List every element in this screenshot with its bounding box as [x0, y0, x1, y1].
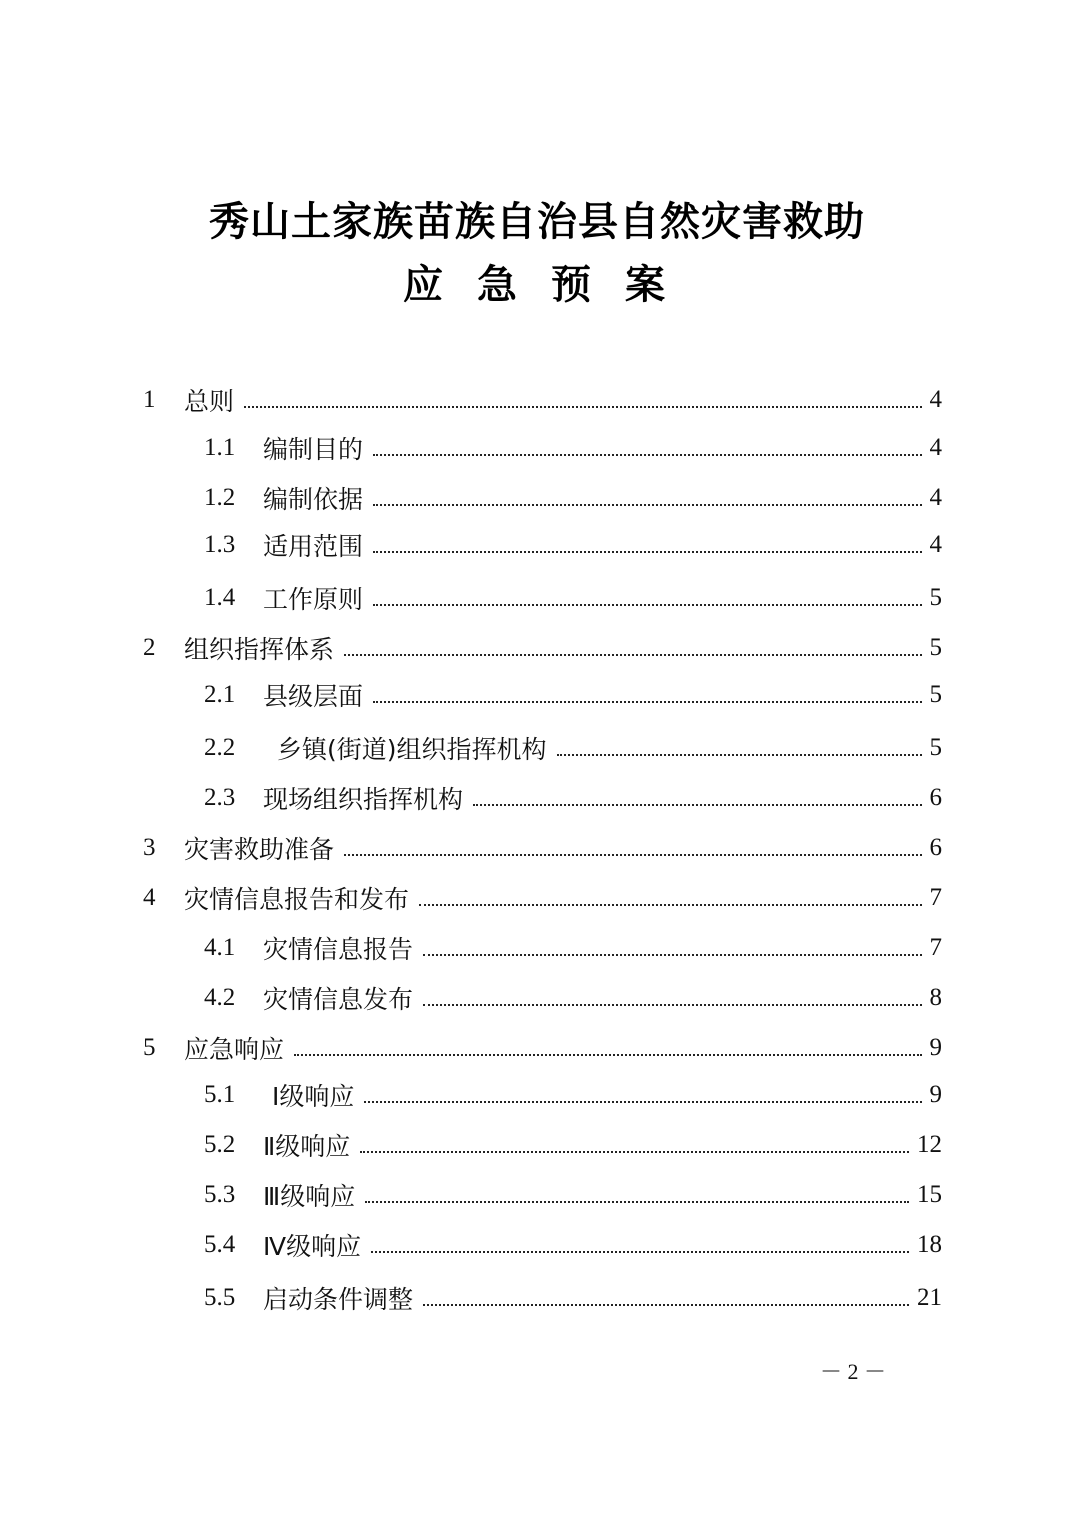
- toc-leader-dots: [373, 584, 921, 606]
- toc-entry[interactable]: [204, 428, 942, 468]
- toc-entry-title: 编制目的: [263, 435, 364, 464]
- toc-entry-page: 7: [929, 934, 942, 961]
- toc-entry-page: 5: [929, 681, 942, 708]
- toc-entry-number: 5.3: [204, 1181, 236, 1208]
- toc-entry-title: 工作原则: [263, 585, 364, 614]
- toc-entry[interactable]: [204, 675, 942, 715]
- toc-entry-page: 9: [929, 1081, 942, 1108]
- toc-leader-dots: [344, 634, 921, 656]
- toc-entry-page: 18: [917, 1231, 942, 1258]
- document-subtitle: 应急预案: [403, 261, 699, 308]
- toc-leader-dots: [419, 884, 921, 906]
- toc-leader-dots: [473, 784, 921, 806]
- toc-leader-dots: [423, 1284, 909, 1306]
- toc-entry[interactable]: [143, 828, 942, 868]
- toc-entry-page: 6: [929, 784, 942, 811]
- toc-entry-page: 9: [929, 1034, 942, 1061]
- toc-entry[interactable]: [143, 1028, 942, 1068]
- toc-entry[interactable]: [143, 380, 942, 420]
- toc-entry-title: 适用范围: [263, 532, 364, 561]
- toc-entry-page: 4: [929, 531, 942, 558]
- toc-leader-dots: [364, 1081, 921, 1103]
- toc-leader-dots: [423, 984, 921, 1006]
- toc-entry[interactable]: [204, 525, 942, 565]
- toc-entry[interactable]: [143, 878, 942, 918]
- toc-entry-title: 应急响应: [184, 1035, 285, 1064]
- toc-entry-page: 8: [929, 984, 942, 1011]
- toc-entry-title: 启动条件调整: [263, 1285, 414, 1314]
- toc-entry-title: Ⅱ级响应: [263, 1132, 351, 1161]
- toc-leader-dots: [373, 531, 921, 553]
- toc-entry-page: 5: [929, 734, 942, 761]
- toc-entry-number: 2: [143, 634, 156, 661]
- toc-entry-title: 编制依据: [263, 485, 364, 514]
- toc-leader-dots: [344, 834, 921, 856]
- toc-entry-number: 4: [143, 884, 156, 911]
- toc-entry[interactable]: [204, 1175, 942, 1215]
- toc-entry-title: 组织指挥体系: [184, 635, 335, 664]
- toc-entry-title: Ⅰ级响应: [272, 1082, 355, 1111]
- toc-entry-number: 5.2: [204, 1131, 236, 1158]
- toc-entry-page: 12: [917, 1131, 942, 1158]
- toc-entry-page: 4: [929, 434, 942, 461]
- toc-entry[interactable]: [204, 578, 942, 618]
- toc-entry-number: 4.1: [204, 934, 236, 961]
- toc-entry-title: Ⅲ级响应: [263, 1182, 356, 1211]
- toc-entry-page: 4: [929, 484, 942, 511]
- toc-entry[interactable]: [204, 1278, 942, 1318]
- toc-entry-number: 5.1: [204, 1081, 236, 1108]
- toc-entry-number: 1: [143, 386, 156, 413]
- toc-entry-number: 1.1: [204, 434, 236, 461]
- toc-entry-page: 21: [917, 1284, 942, 1311]
- toc-entry-page: 5: [929, 584, 942, 611]
- toc-leader-dots: [371, 1231, 909, 1253]
- document-title: 秀山土家族苗族自治县自然灾害救助: [209, 198, 865, 245]
- toc-leader-dots: [244, 386, 921, 408]
- toc-leader-dots: [557, 734, 922, 756]
- toc-entry[interactable]: [143, 628, 942, 668]
- toc-leader-dots: [373, 484, 921, 506]
- toc-leader-dots: [373, 434, 921, 456]
- toc-entry-number: 3: [143, 834, 156, 861]
- page-number: － 2 －: [820, 1359, 887, 1384]
- toc-entry-page: 15: [917, 1181, 942, 1208]
- toc-entry-number: 5.5: [204, 1284, 236, 1311]
- toc-entry[interactable]: [204, 1075, 942, 1115]
- toc-entry[interactable]: [204, 728, 942, 768]
- toc-entry-title: 灾情信息发布: [263, 985, 414, 1014]
- toc-entry-number: 1.4: [204, 584, 236, 611]
- toc-entry-number: 5: [143, 1034, 156, 1061]
- toc-leader-dots: [373, 681, 921, 703]
- toc-leader-dots: [294, 1034, 921, 1056]
- toc-entry-page: 6: [929, 834, 942, 861]
- toc-entry-number: 2.2: [204, 734, 236, 761]
- toc-entry-title: 现场组织指挥机构: [263, 785, 464, 814]
- toc-entry-page: 5: [929, 634, 942, 661]
- toc-entry-number: 1.2: [204, 484, 236, 511]
- toc-entry-title: 灾情信息报告: [263, 935, 414, 964]
- toc-entry-title: 乡镇(街道)组织指挥机构: [277, 735, 547, 764]
- toc-entry[interactable]: [204, 978, 942, 1018]
- toc-entry-title: Ⅳ级响应: [263, 1232, 362, 1261]
- toc-entry-number: 1.3: [204, 531, 236, 558]
- toc-entry-title: 灾害救助准备: [184, 835, 335, 864]
- toc-entry-number: 2.3: [204, 784, 236, 811]
- toc-entry[interactable]: [204, 1225, 942, 1265]
- toc-entry[interactable]: [204, 478, 942, 518]
- toc-leader-dots: [360, 1131, 909, 1153]
- toc-entry-title: 县级层面: [263, 682, 364, 711]
- toc-entry-title: 灾情信息报告和发布: [184, 885, 410, 914]
- toc-entry[interactable]: [204, 1125, 942, 1165]
- toc-entry-number: 4.2: [204, 984, 236, 1011]
- toc-entry-page: 7: [929, 884, 942, 911]
- toc-entry-number: 2.1: [204, 681, 236, 708]
- toc-entry-number: 5.4: [204, 1231, 236, 1258]
- toc-leader-dots: [423, 934, 921, 956]
- toc-entry-title: 总则: [184, 387, 235, 416]
- toc-entry[interactable]: [204, 778, 942, 818]
- toc-entry[interactable]: [204, 928, 942, 968]
- toc-entry-page: 4: [929, 386, 942, 413]
- toc-leader-dots: [365, 1181, 909, 1203]
